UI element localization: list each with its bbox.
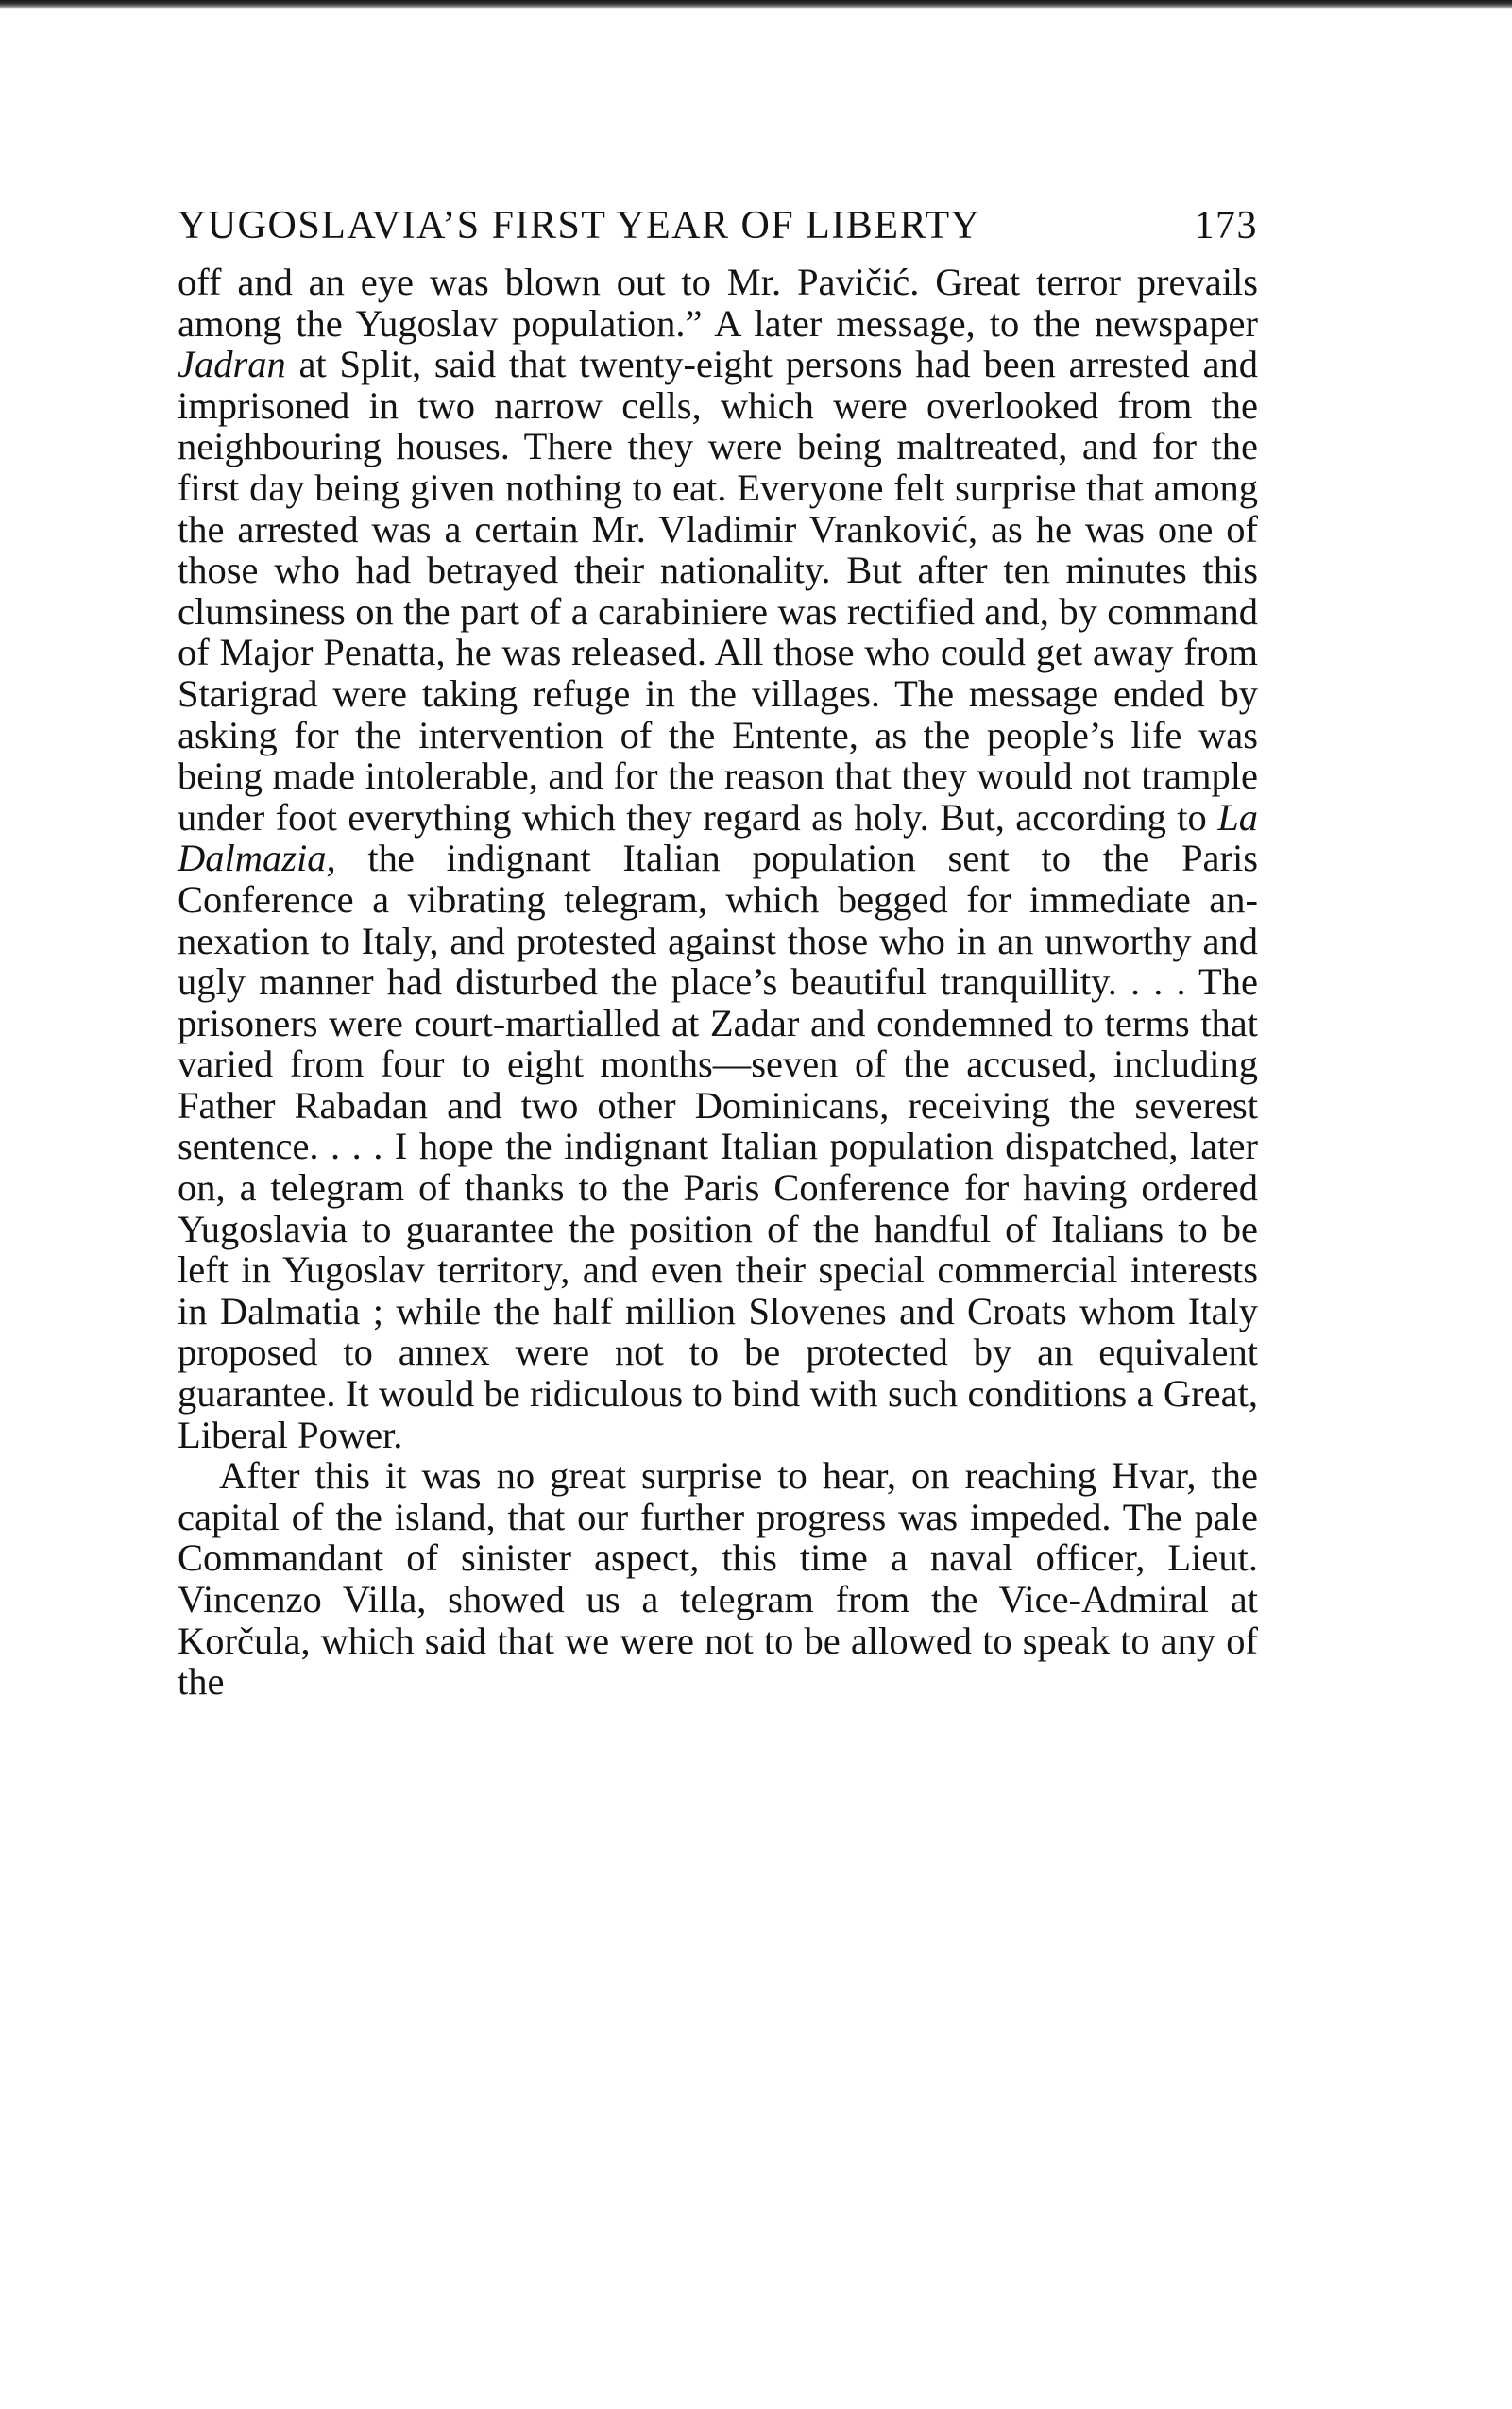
paragraph-1-text-a: off and an eye was blown out to Mr. Pavičić. Great terror prevails among the Yugoslav population.” A later message, to the newspaper bbox=[178, 261, 1258, 345]
paragraph-2: After this it was no great surprise to hear, on reaching Hvar, the capital of the island, that our further progress was impeded. The pale Commandant of sinister aspect, this time a naval officer, Lieut. Vincenzo Villa, showed us a telegram from the Vice-Admiral at Korčula, which said that we were not to be allowed to speak to any of the bbox=[178, 1454, 1258, 1704]
paragraph-1-text-b: at Split, said that twenty-eight persons had been arrested and imprisoned in two narrow cells, which were overlooked from the neighbouring houses. There they were being maltreated, and for the first day being given nothing to eat. Everyone felt surprise that among the arrested was a certain Mr. Vladimir Vranković, as he was one of those who had betrayed their nationality. But after ten minutes this clumsiness on the part of a carabiniere was rectified and, by command of Major Penatta, he was released. All those who could get away from Starigrad were taking refuge in the villages. The message ended by asking for the intervention of the Entente, as the people’s life was being made intolerable, and for the reason that they would not trample under foot everything which they regard as holy. But, according to bbox=[178, 343, 1258, 839]
paragraph-1 bbox=[178, 262, 1258, 1455]
newspaper-title-jadran: Jadran bbox=[178, 343, 286, 386]
page-number: 173 bbox=[1194, 204, 1258, 247]
book-page bbox=[178, 203, 1258, 1703]
running-title: YUGOSLAVIA’S FIRST YEAR OF LIBERTY bbox=[178, 204, 981, 247]
body-text bbox=[178, 262, 1258, 1703]
running-head bbox=[178, 203, 1258, 248]
paragraph-1-text-c: the indignant Italian population sent to the Paris Conference a vibrating telegram, which begged for immediate annexation to Italy, and protested against those who in an unworthy and ugly manner had disturbed the place’s beautiful tranquillity. . . . The prisoners were court-martialled at Zadar and condemned to terms that varied from four to eight months—seven of the accused, including Father Rabadan and two other Dominicans, receiving the severest sentence. . . . I hope the indignant Italian population dispatched, later on, a telegram of thanks to the Paris Conference for having ordered Yugoslavia to guarantee the position of the handful of Italians to be left in Yugoslav territory, and even their special commercial interests in Dalmatia ; while the half million Slovenes and Croats whom Italy proposed to annex were not to be protected by an equivalent guarantee. It would be ridiculous to bind with such conditions a Great, Liberal Power. bbox=[178, 837, 1258, 1456]
newspaper-title-la-dalmazia: La Dalmazia, bbox=[178, 795, 1258, 880]
page-top-edge-shadow bbox=[0, 0, 1512, 9]
